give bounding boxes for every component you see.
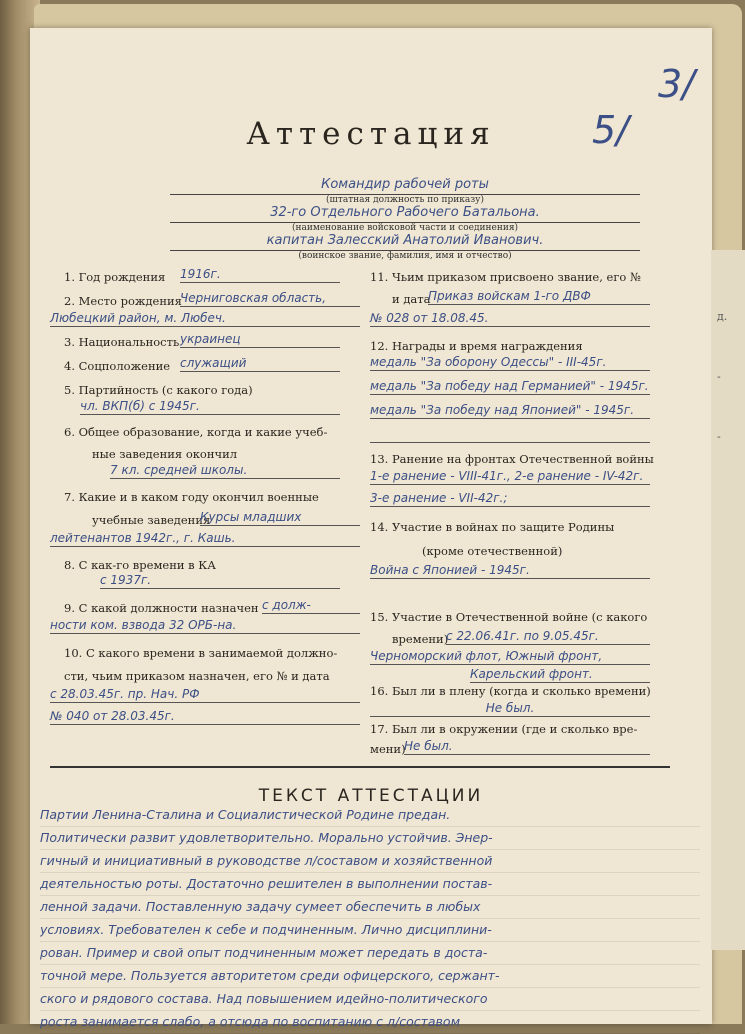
field-14-label-2: (кроме отечественной)	[422, 544, 563, 558]
field-15-value-3: Карельский фронт.	[470, 666, 650, 683]
section-separator	[50, 766, 670, 768]
text-section-title: ТЕКСТ АТТЕСТАЦИИ	[258, 786, 484, 806]
field-9-label: 9. С какой должности назначен	[64, 601, 259, 615]
field-6-label-2: ные заведения окончил	[92, 447, 238, 461]
folio-number-top: 3/	[658, 62, 695, 106]
field-10-value-2: № 040 от 28.03.45г.	[50, 708, 360, 725]
field-8-label: 8. С как-го времени в КА	[64, 558, 216, 572]
unit-caption: (наименование войсковой части и соединения)	[291, 223, 519, 233]
field-17-label-1: 17. Был ли в окружении (где и сколько вре-	[370, 722, 638, 736]
field-1-value: 1916г.	[180, 266, 340, 283]
position-value: Командир рабочей роты	[170, 176, 640, 195]
field-4-value: служащий	[180, 355, 340, 372]
text-line: роста занимается слабо, а отсюда по воспитанию с л/составом	[40, 1011, 700, 1034]
field-11-value-2: № 028 от 18.08.45.	[370, 310, 650, 327]
position-caption: (штатная должность по приказу)	[325, 195, 484, 205]
field-16-label: 16. Был ли в плену (когда и сколько времени)	[370, 684, 651, 698]
field-12-value-1: медаль "За оборону Одессы" - III-45г.	[370, 354, 650, 371]
field-5-value: чл. ВКП(б) с 1945г.	[80, 398, 340, 415]
field-2-value-2: Любецкий район, м. Любеч.	[50, 310, 360, 327]
unit-value: 32-го Отдельного Рабочего Батальона.	[170, 204, 640, 223]
field-6-label-1: 6. Общее образование, когда и какие учеб-	[64, 425, 328, 439]
document-title: Аттестация	[246, 116, 496, 152]
field-7-label-1: 7. Какие и в каком году окончил военные	[64, 490, 319, 504]
field-8-value: с 1937г.	[100, 572, 340, 589]
attestation-text	[40, 804, 700, 1034]
side-mark: -	[717, 370, 721, 383]
field-1-label: 1. Год рождения	[64, 270, 166, 284]
field-9-value-1: с долж-	[262, 597, 360, 614]
text-line: условиях. Требователен к себе и подчиненным. Лично дисциплини-	[40, 919, 700, 942]
field-17-value: Не был.	[404, 738, 650, 755]
field-15-value-1: с 22.06.41г. по 9.05.45г.	[446, 628, 650, 645]
field-13-value-2: 3-е ранение - VII-42г.;	[370, 490, 650, 507]
text-line: рован. Пример и свой опыт подчиненным может передать в доста-	[40, 942, 700, 965]
text-line: Партии Ленина-Сталина и Социалистической Родине предан.	[40, 804, 700, 827]
field-3-value: украинец	[180, 331, 340, 348]
text-line: гичный и инициативный в руководстве л/составом и хозяйственной	[40, 850, 700, 873]
rank-name-value: капитан Залесский Анатолий Иванович.	[170, 232, 640, 251]
field-7-label-2: учебные заведения	[92, 513, 211, 527]
field-15-label-2: времени)	[392, 632, 449, 646]
text-line: точной мере. Пользуется авторитетом среди офицерского, сержант-	[40, 965, 700, 988]
field-3-label: 3. Национальность	[64, 335, 180, 349]
field-2-label: 2. Место рождения	[64, 294, 182, 308]
folio-number-second: 5/	[592, 108, 629, 152]
field-6-value: 7 кл. средней школы.	[110, 462, 340, 479]
document-page	[30, 28, 712, 1029]
field-10-value-1: с 28.03.45г. пр. Нач. РФ	[50, 686, 360, 703]
field-12-label: 12. Награды и время награждения	[370, 339, 583, 353]
field-12-value-3: медаль "За победу над Японией" - 1945г.	[370, 402, 650, 419]
field-13-value-1: 1-е ранение - VIII-41г., 2-е ранение - IV-42г.	[370, 468, 650, 485]
field-17-label-2: мени)	[370, 742, 406, 756]
field-5-label: 5. Партийность (с какого года)	[64, 383, 253, 397]
field-14-value: Война с Японией - 1945г.	[370, 562, 650, 579]
text-line: деятельностью роты. Достаточно решителен в выполнении постав-	[40, 873, 700, 896]
field-7-value-2: лейтенантов 1942г., г. Кашь.	[50, 530, 360, 547]
field-10-label-1: 10. С какого времени в занимаемой должно-	[64, 646, 338, 660]
field-14-label-1: 14. Участие в войнах по защите Родины	[370, 520, 615, 534]
field-9-value-2: ности ком. взвода 32 ОРБ-на.	[50, 617, 360, 634]
field-15-value-2: Черноморский флот, Южный фронт,	[370, 648, 650, 665]
rank-name-caption: (воинское звание, фамилия, имя и отчество)	[298, 251, 512, 261]
field-10-label-2: сти, чьим приказом назначен, его № и дата	[64, 669, 330, 683]
field-13-label: 13. Ранение на фронтах Отечественной войны	[370, 452, 654, 466]
field-4-label: 4. Соцположение	[64, 359, 171, 373]
text-line: ского и рядового состава. Над повышением идейно-политического	[40, 988, 700, 1011]
adjacent-sheet-edge	[711, 250, 745, 950]
field-15-label-1: 15. Участие в Отечественной войне (с какого	[370, 610, 648, 624]
field-12-blank-line	[370, 426, 650, 443]
field-11-label-2: и дата	[392, 292, 431, 306]
field-11-label-1: 11. Чьим приказом присвоено звание, его №	[370, 270, 641, 284]
text-line: ленной задачи. Поставленную задачу сумеет обеспечить в любых	[40, 896, 700, 919]
field-12-value-2: медаль "За победу над Германией" - 1945г.	[370, 379, 649, 393]
side-mark: д.	[717, 310, 728, 323]
field-11-value-1: Приказ войскам 1-го ДВФ	[428, 288, 650, 305]
field-7-value-1: Курсы младших	[200, 509, 360, 526]
side-mark: -	[717, 430, 721, 443]
field-16-value: Не был.	[370, 700, 650, 717]
text-line: Политически развит удовлетворительно. Морально устойчив. Энер-	[40, 827, 700, 850]
field-2-value-1: Черниговская область,	[180, 290, 360, 307]
